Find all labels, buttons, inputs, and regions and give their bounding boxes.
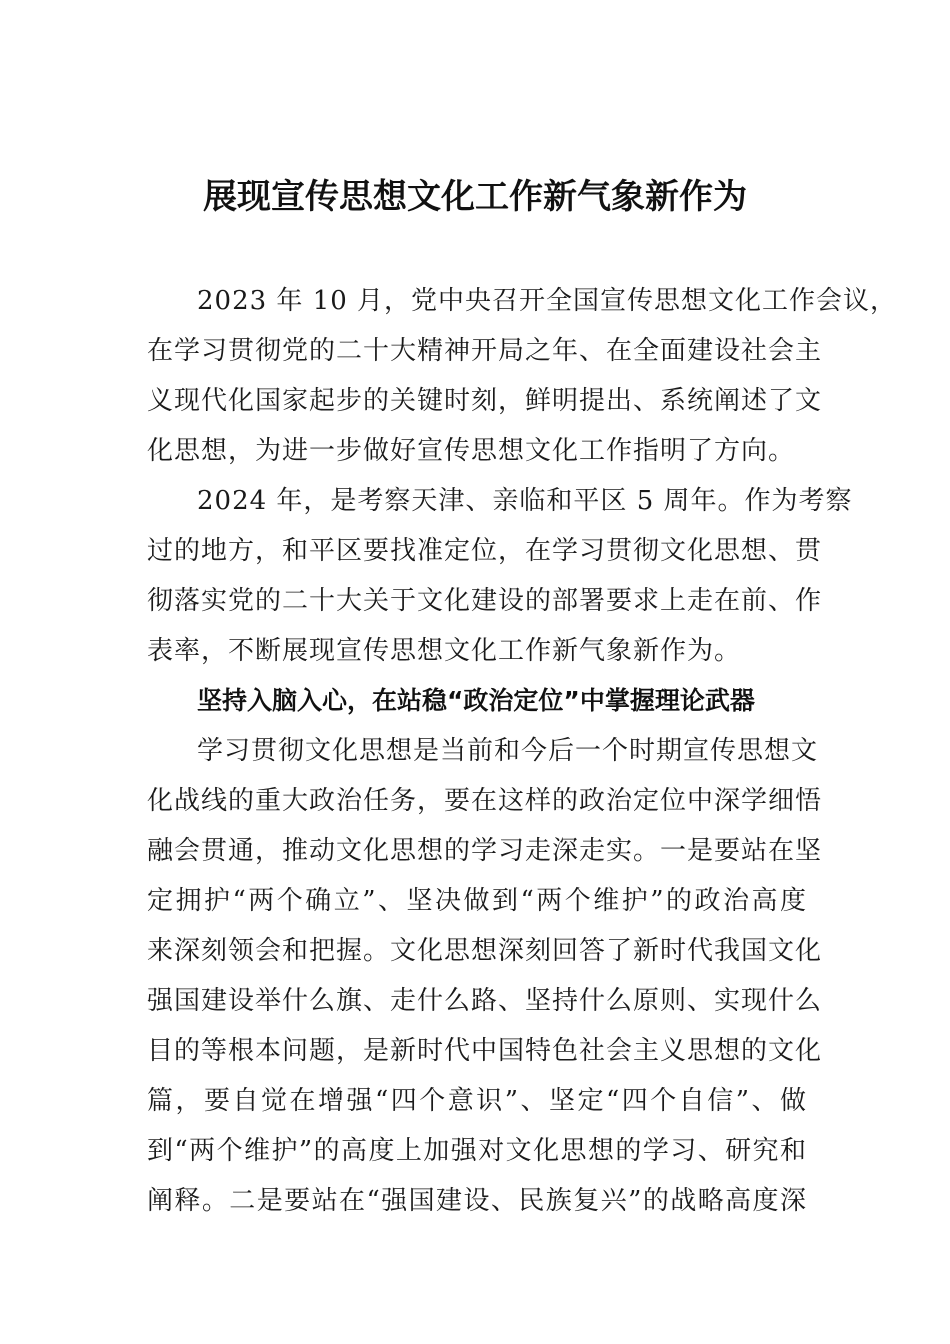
text-line: 学习贯彻文化思想是当前和今后一个时期宣传思想文 [197,736,819,766]
text-line: 义现代化国家起步的关键时刻，鲜明提出、系统阐述了文 [147,386,823,416]
paragraph-3 [147,726,823,1226]
text-line: 阐释。二是要站在“强国建设、民族复兴”的战略高度深 [147,1186,807,1216]
paragraph-2 [147,476,853,676]
text-line: 2023 年 10 月，党中央召开全国宣传思想文化工作会议， [197,286,898,316]
paragraph-1 [147,276,898,476]
text-line: 目的等根本问题，是新时代中国特色社会主义思想的文化 [147,1036,823,1066]
text-line: 彻落实党的二十大关于文化建设的部署要求上走在前、作 [147,586,823,616]
text-line: 篇，要自觉在增强“四个意识”、坚定“四个自信”、做 [147,1086,807,1116]
text-line: 定拥护“两个确立”、坚决做到“两个维护”的政治高度 [147,886,807,916]
section-heading: 坚持入脑入心，在站稳“政治定位”中掌握理论武器 [197,686,755,715]
document-body [147,276,898,1226]
text-line: 化战线的重大政治任务，要在这样的政治定位中深学细悟 [147,786,823,816]
text-line: 化思想，为进一步做好宣传思想文化工作指明了方向。 [147,436,796,466]
document-title: 展现宣传思想文化工作新气象新作为 [203,177,747,217]
text-line: 2024 年，是考察天津、亲临和平区 5 周年。作为考察 [197,486,853,516]
text-line: 到“两个维护”的高度上加强对文化思想的学习、研究和 [147,1136,807,1166]
text-line: 表率，不断展现宣传思想文化工作新气象新作为。 [147,636,742,666]
text-line: 强国建设举什么旗、走什么路、坚持什么原则、实现什么 [147,986,823,1016]
text-line: 过的地方，和平区要找准定位，在学习贯彻文化思想、贯 [147,536,823,566]
text-line: 来深刻领会和把握。文化思想深刻回答了新时代我国文化 [147,936,823,966]
text-line: 在学习贯彻党的二十大精神开局之年、在全面建设社会主 [147,336,823,366]
text-line: 融会贯通，推动文化思想的学习走深走实。一是要站在坚 [147,836,823,866]
